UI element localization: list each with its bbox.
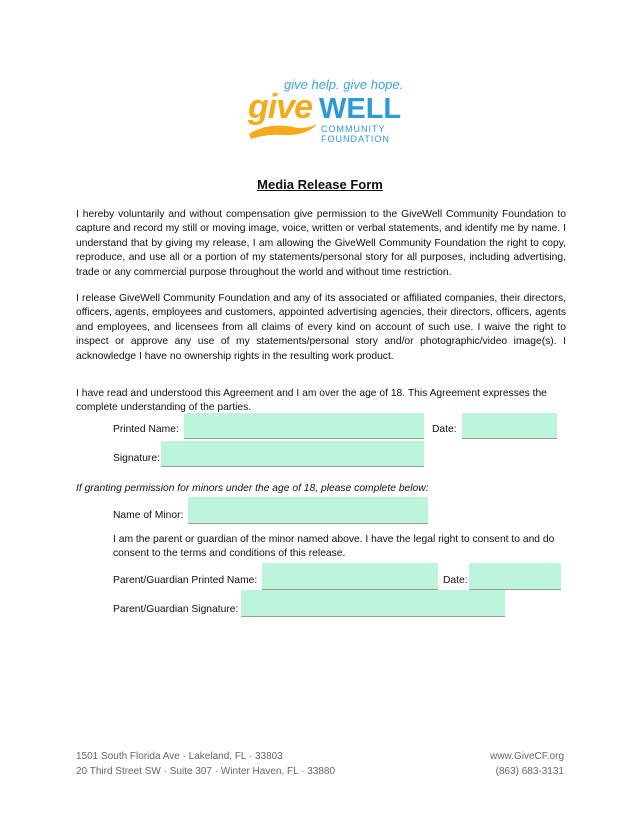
footer-address-winter-haven: 20 Third Street SW · Suite 307 · Winter Haven, FL · 33880 xyxy=(76,766,336,777)
guardian-date-label: Date: xyxy=(443,575,468,586)
printed-name-field[interactable] xyxy=(184,413,424,439)
minor-name-label: Name of Minor: xyxy=(113,510,184,521)
footer-contact xyxy=(430,749,564,779)
guardian-date-field[interactable] xyxy=(469,563,561,590)
agreement-paragraph: I have read and understood this Agreement and I am over the age of 18. This Agreement expresses the complete understanding of the parties. xyxy=(76,388,547,414)
logo-community-text: COMMUNITY xyxy=(321,124,386,134)
date-field[interactable] xyxy=(462,413,557,439)
signature-field[interactable] xyxy=(161,441,424,467)
printed-name-label: Printed Name: xyxy=(113,424,179,435)
guardian-statement: I am the parent or guardian of the minor named above. I have the legal right to consent to and do consent to the terms and conditions of this release. xyxy=(113,534,555,560)
signature-label: Signature: xyxy=(113,453,160,464)
hand-icon xyxy=(247,122,319,140)
footer-address-lakeland: 1501 South Florida Ave · Lakeland, FL · 33803 xyxy=(76,751,283,762)
date-label: Date: xyxy=(432,424,457,435)
footer-phone: (863) 683-3131 xyxy=(495,766,564,777)
logo-well-text: WELL xyxy=(319,93,402,125)
consent-paragraph: I hereby voluntarily and without compensation give permission to the GiveWell Community Foundation to capture and record my still or moving image, voice, written or verbal statements, and identify me by name. I understand that by giving my release, I am allowing the GiveWell Community Foundation the right to copy, reproduce, and use all or a portion of my statements/personal story for all purposes, including advertising, trade or any commercial purpose throughout the world and without time restriction. xyxy=(76,209,566,278)
guardian-signature-field[interactable] xyxy=(241,590,505,617)
logo-subtitle xyxy=(321,124,390,144)
footer-website: www.GiveCF.org xyxy=(490,751,564,762)
release-paragraph: I release GiveWell Community Foundation and any of its associated or affiliated companies, their directors, officers, agents, employees and customers, appointed advertising agencies, their directors, officers, agents and employees, and licensees from all claims of every kind on account of such use. I waive the right to inspect or approve any use of my statements/personal story and/or photographic/video image(s). I acknowledge I have no ownership rights in the resulting work product. xyxy=(76,293,566,362)
logo-tagline: give help. give hope. xyxy=(284,77,404,92)
guardian-signature-label: Parent/Guardian Signature: xyxy=(113,604,239,615)
guardian-printed-name-field[interactable] xyxy=(262,563,438,590)
minor-instructions: If granting permission for minors under the age of 18, please complete below: xyxy=(76,483,429,494)
page-title: Media Release Form xyxy=(257,177,383,192)
guardian-printed-name-label: Parent/Guardian Printed Name: xyxy=(113,575,258,586)
logo-give-text: give xyxy=(248,88,313,126)
logo-foundation-text: FOUNDATION xyxy=(321,134,390,144)
minor-name-field[interactable] xyxy=(188,497,428,524)
footer-addresses xyxy=(76,749,335,779)
